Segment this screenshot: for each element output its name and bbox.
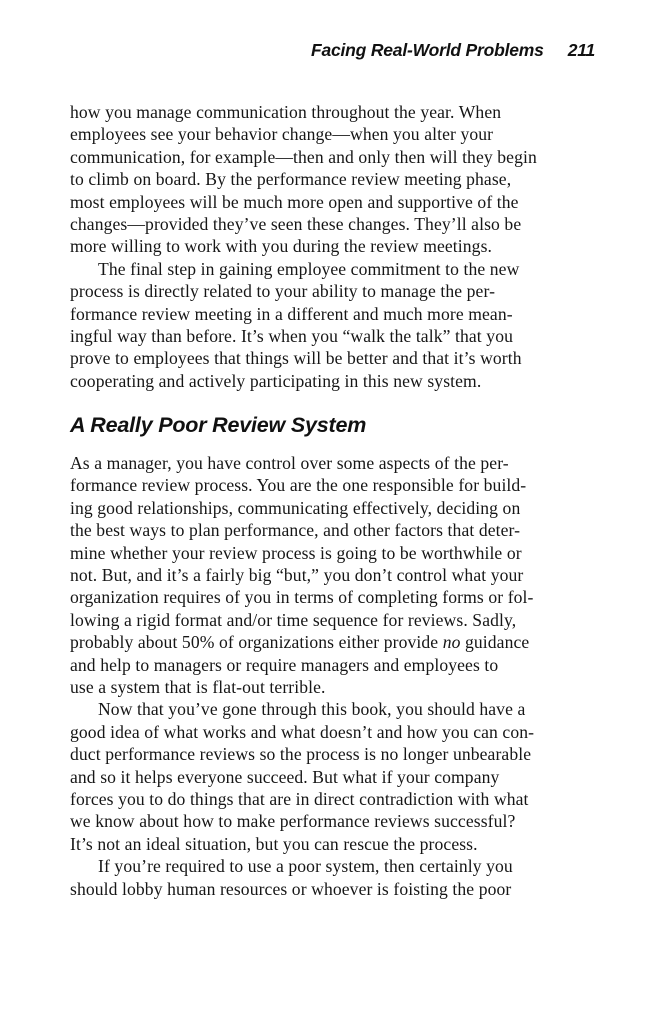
text-line: good idea of what works and what doesn’t and how you can con- xyxy=(70,721,535,742)
text-line: lowing a rigid format and/or time sequence for reviews. Sadly, xyxy=(70,609,517,630)
text-line: formance review process. You are the one responsible for build- xyxy=(70,475,527,496)
text-line: changes—provided they’ve seen these changes. They’ll also be xyxy=(70,213,522,234)
text-line: process is directly related to your ability to manage the per- xyxy=(70,281,496,302)
text-line: forces you to do things that are in direct contradiction with what xyxy=(70,788,529,809)
body-content xyxy=(70,101,598,900)
text-line: the best ways to plan performance, and other factors that deter- xyxy=(70,520,521,541)
page-header xyxy=(70,40,595,61)
paragraph xyxy=(70,101,598,258)
text-line: The final step in gaining employee commitment to the new xyxy=(98,258,520,279)
text-line: not. But, and it’s a fairly big “but,” you don’t control what your xyxy=(70,565,524,586)
paragraph xyxy=(70,698,598,900)
text-line: duct performance reviews so the process is no longer unbearable xyxy=(70,744,532,765)
text-line: and so it helps everyone succeed. But what if your company xyxy=(70,766,500,787)
paragraph xyxy=(70,258,598,392)
paragraph xyxy=(70,452,598,698)
text-line: mine whether your review process is going to be worthwhile or xyxy=(70,542,522,563)
text-line: prove to employees that things will be better and that it’s worth xyxy=(70,348,522,369)
text-line: ingful way than before. It’s when you “walk the talk” that you xyxy=(70,325,513,346)
text-line: we know about how to make performance reviews successful? xyxy=(70,811,516,832)
text-line: should lobby human resources or whoever is foisting the poor xyxy=(70,878,512,899)
running-title: Facing Real-World Problems xyxy=(310,40,544,60)
text-line: As a manager, you have control over some aspects of the per- xyxy=(70,453,509,474)
text-line: communication, for example—then and only then will they begin xyxy=(70,146,537,167)
text-line: Now that you’ve gone through this book, you should have a xyxy=(98,699,526,720)
section-heading: A Really Poor Review System xyxy=(70,413,367,438)
text-line: and help to managers or require managers and employees to xyxy=(70,654,499,675)
text-line: most employees will be much more open and supportive of the xyxy=(70,191,519,212)
text-line: If you’re required to use a poor system, then certainly you xyxy=(98,856,513,877)
text-line: cooperating and actively participating in this new system. xyxy=(70,370,482,391)
text-line: employees see your behavior change—when you alter your xyxy=(70,124,494,145)
text-line: organization requires of you in terms of completing forms or fol- xyxy=(70,587,534,608)
text-line: how you manage communication throughout the year. When xyxy=(70,102,502,122)
text-line: probably about 50% of organizations either provide no guidance xyxy=(70,632,530,653)
text-line: ing good relationships, communicating effectively, deciding on xyxy=(70,497,521,518)
text-line: formance review meeting in a different and much more mean- xyxy=(70,303,513,324)
text-line: use a system that is flat-out terrible. xyxy=(70,676,326,697)
text-line: to climb on board. By the performance review meeting phase, xyxy=(70,169,512,190)
page-number: 211 xyxy=(567,40,595,60)
text-line: more willing to work with you during the review meetings. xyxy=(70,236,493,257)
text-line: It’s not an ideal situation, but you can rescue the process. xyxy=(70,833,478,854)
